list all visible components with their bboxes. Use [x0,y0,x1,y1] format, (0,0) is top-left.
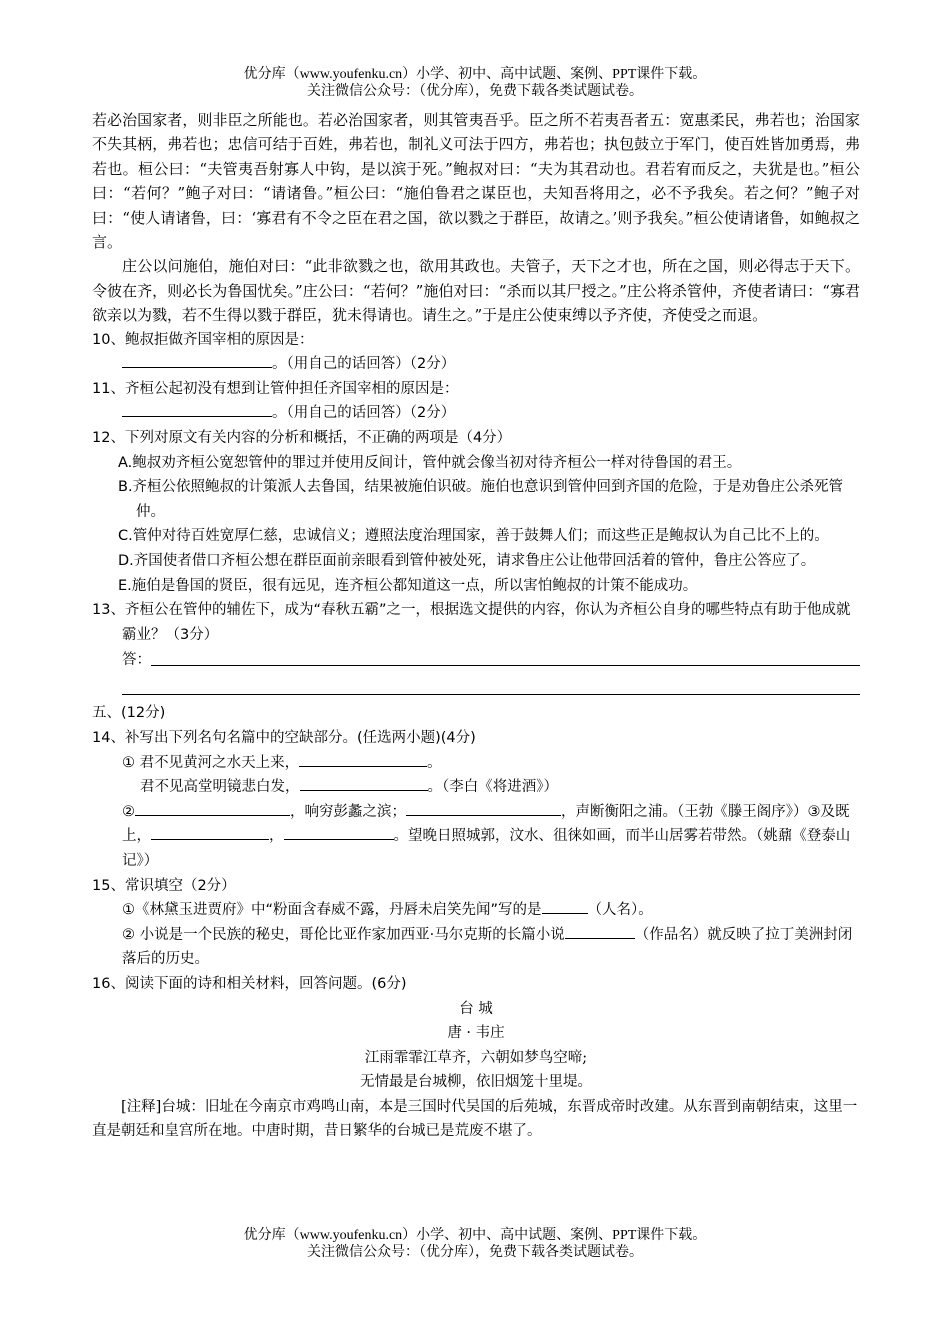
q13-stem: 13、齐桓公在管仲的辅佐下，成为“春秋五霸”之一，根据选文提供的内容，你认为齐桓公自身的哪些特点有助于他成就霸业？（3分） [92,602,851,643]
footer-line-1: 优分库（www.youfenku.cn）小学、初中、高中试题、案例、PPT课件下载。 [243,1228,707,1243]
header-line-2: 关注微信公众号：（优分库），免费下载各类试题试卷。 [307,84,643,99]
q10-tail: 。（用自己的话回答）（2分） [272,356,456,373]
poem-title: 台 城 [459,1000,493,1017]
q15-text: （作品名）就反映了拉丁美洲封闭落后的历史。 [122,926,853,968]
q15-item-2 [92,923,860,972]
q11-tail: 。（用自己的话回答）（2分） [272,405,456,422]
classical-passage [92,108,860,328]
footer-line-2: 关注微信公众号：（优分库），免费下载各类试题试卷。 [307,1245,643,1260]
header-line-1: 优分库（www.youfenku.cn）小学、初中、高中试题、案例、PPT课件下载。 [243,67,707,82]
q14-text: ，声断衡阳之浦。（王勃《滕王阁序》）③及既上， [122,803,850,845]
poem-line-1: 江雨霏霏江草齐，六朝如梦鸟空啼; [364,1049,588,1066]
q14-blank-1[interactable] [299,751,427,767]
q14-text: ，响穷彭蠡之滨； [290,803,406,820]
q14-blank-3[interactable] [135,800,290,816]
q14-text: ② [122,803,135,820]
q14-blank-2[interactable] [300,775,428,791]
q12-stem: 12、下列对原文有关内容的分析和概括，不正确的两项是（4分） [92,430,512,447]
q14-text: ， [269,828,284,845]
q12-option-b: B.齐桓公依照鲍叔的计策派人去鲁国，结果被施伯识破。施伯也意识到管仲回到齐国的危险，于是劝鲁庄公杀死管仲。 [118,479,844,520]
q11-answer-line [92,401,860,426]
q14-blank-6[interactable] [284,824,394,840]
q12-option-c: C.管仲对待百姓宽厚仁慈，忠诚信义；遵照法度治理国家，善于鼓舞人们；而这些正是鲍叔认为自己比不上的。 [118,528,829,545]
q13-answer-line-1[interactable] [151,647,860,666]
q13-answer-label: 答： [122,651,151,668]
page-header [0,66,950,100]
q12-option-e: E.施伯是鲁国的贤臣，很有远见，连齐桓公都知道这一点，所以害怕鲍叔的计策不能成功。 [118,577,698,594]
q15-text: ② 小说是一个民族的秘史，哥伦比亚作家加西亚·马尔克斯的长篇小说 [122,926,565,943]
passage-paragraph-1: 若必治国家者，则非臣之所能也。若必治国家者，则其管夷吾乎。臣之所不若夷吾者五：宽惠柔民，弗若也；治国家不失其柄，弗若也；忠信可结于百姓，弗若也，制礼义可法于四方，弗若也；执包鼓立于军门，使百姓皆加勇焉，弗若也。桓公曰：“夫管夷吾射寡人中钩，是以滨于死。”鲍叔对曰：“夫为其君动也。君若宥而反之，夫犹是也。”桓公曰：“若何？”鲍子对曰：“请诸鲁。”桓公曰：“施伯鲁君之谋臣也，夫知吾将用之，必不予我矣。若之何？”鲍子对曰：“使人请诸鲁，曰：‘寡君有不令之臣在君之国，欲以戮之于群臣，故请之。’则予我矣。”桓公使请诸鲁，如鲍叔之言。 [92,111,860,252]
q14-text: 。望晚日照城郭，汶水、徂徕如画，而半山居雾若带然。（姚鼐《登泰山记》） [122,828,851,869]
q15-stem: 15、常识填空（2分） [92,877,236,894]
q14-stem: 14、补写出下列名句名篇中的空缺部分。(任选两小题)(4分) [92,729,476,746]
poem-author: 唐 · 韦庄 [447,1025,505,1042]
q14-text: 。 [427,754,442,771]
q14-text: 。（李白《将进酒》） [427,779,558,796]
q14-text: 君不见高堂明镜悲白发， [140,779,300,796]
q14-line-3 [92,800,860,874]
q14-text: ① 君不见黄河之水天上来， [122,754,300,771]
q14-line-2 [92,775,860,800]
q12-option-a: A.鲍叔劝齐桓公宽恕管仲的罪过并使用反间计，管仲就会像当初对待齐桓公一样对待鲁国的君王。 [118,454,742,471]
q15-text: ①《林黛玉进贾府》中“粉面含春威不露，丹唇未启笑先闻”写的是 [122,902,542,919]
q15-blank-1[interactable] [542,898,588,914]
poem-line-2: 无情最是台城柳，依旧烟笼十里堤。 [360,1074,592,1091]
page-footer [0,1227,950,1261]
section-5-title: 五、(12分) [92,705,166,722]
q10-stem: 10、鲍叔拒做齐国宰相的原因是： [92,331,314,348]
q13-answer-line-2[interactable] [122,672,860,695]
poem-note: [注释]台城：旧址在今南京市鸡鸣山南，本是三国时代吴国的后苑城，东晋成帝时改建。从东晋到南朝结束，这里一直是朝廷和皇宫所在地。中唐时期，昔日繁华的台城已是荒废不堪了。 [92,1098,858,1140]
q16-stem: 16、阅读下面的诗和相关材料，回答问题。(6分) [92,975,407,992]
passage-paragraph-2: 庄公以问施伯，施伯对曰：“此非欲戮之也，欲用其政也。夫管子，天下之才也，所在之国，则必得志于天下。令彼在齐，则必长为鲁国忧矣。”庄公曰：“若何？”施伯对曰：“杀而以其尸授之。”庄公将杀管仲，齐使者请曰：“寡君欲亲以为戮，若不生得以戮于群臣，犹未得请也。请生之。”于是庄公使束缚以予齐使，齐使受之而退。 [92,257,860,325]
q13-answer-row [92,647,860,672]
q15-text: （人名）。 [587,902,653,919]
q14-blank-5[interactable] [151,824,269,840]
q14-line-1 [92,751,860,776]
q10-blank[interactable] [122,352,272,368]
questions [92,328,860,1144]
q11-blank[interactable] [122,401,272,417]
exam-body [92,108,860,1144]
q11-stem: 11、齐桓公起初没有想到让管仲担任齐国宰相的原因是： [92,380,459,397]
q14-blank-4[interactable] [406,800,561,816]
q12-option-d: D.齐国使者借口齐桓公想在群臣面前亲眼看到管仲被处死，请求鲁庄公让他带回活着的管仲，鲁庄公答应了。 [118,553,816,569]
q10-answer-line [92,352,860,377]
q15-blank-2[interactable] [565,923,635,939]
q15-item-1 [92,898,860,923]
